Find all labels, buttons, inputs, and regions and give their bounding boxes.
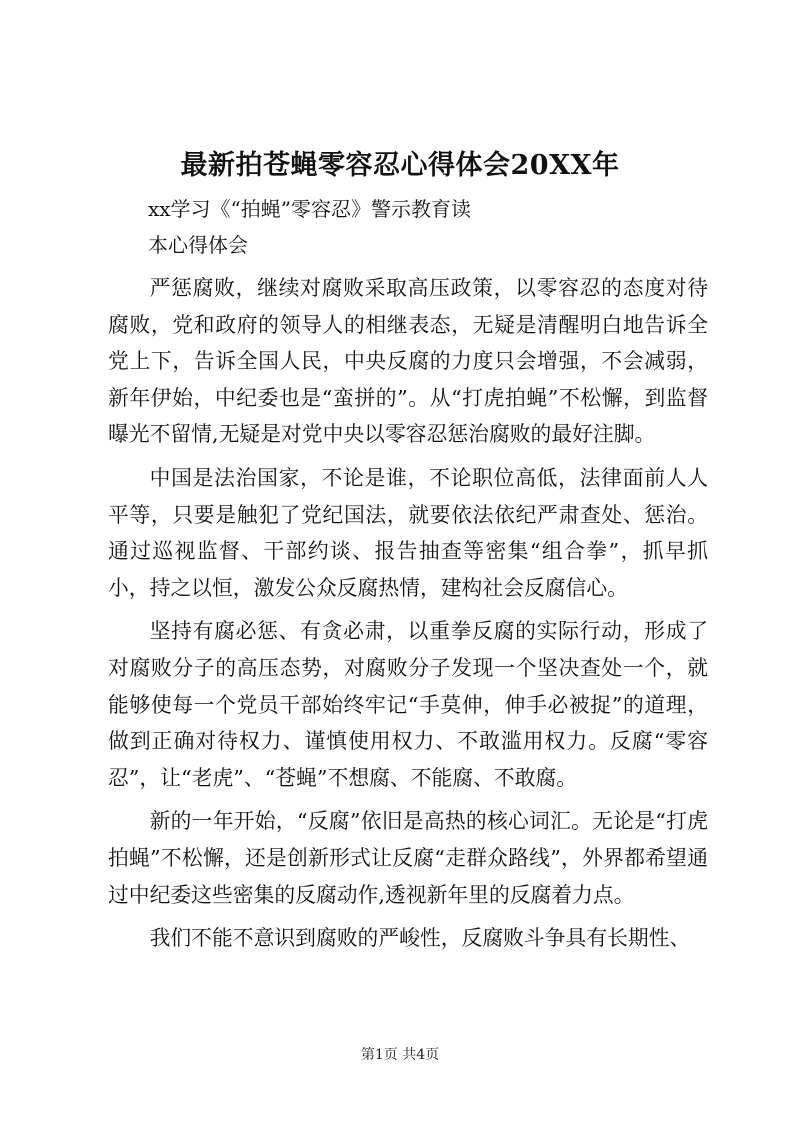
paragraph-3: 坚持有腐必惩、有贪必肃，以重拳反腐的实际行动，形成了对腐败分子的高压态势，对腐败分子发现一个坚决查处一个，就能够使每一个党员干部始终牢记“手莫伸，伸手必被捉”的道理，做到正确对待权力、谨慎使用权力、不敢滥用权力。反腐“零容忍”，让“老虎”、“苍蝇”不想腐、不能腐、不敢腐。: [108, 619, 708, 790]
paragraph-2: 中国是法治国家，不论是谁，不论职位高低，法律面前人人平等，只要是触犯了党纪国法，就要依法依纪严肃查处、惩治。通过巡视监督、干部约谈、报告抽查等密集“组合拳”，抓早抓小，持之以恒，激发公众反腐热情，建构社会反腐信心。: [108, 465, 708, 600]
page-footer: 第1页 共4页: [360, 1047, 440, 1063]
subtitle-line-1: xx学习《“拍蝇”零容忍》警示教育读: [148, 197, 472, 221]
document-title: 最新拍苍蝇零容忍心得体会20XX年: [180, 150, 620, 181]
paragraph-5: 我们不能不意识到腐败的严峻性，反腐败斗争具有长期性、: [149, 926, 691, 951]
subtitle-line-2: 本心得体会: [148, 233, 248, 257]
paragraph-1: 严惩腐败，继续对腐败采取高压政策，以零容忍的态度对待腐败，党和政府的领导人的相继表态，无疑是清醒明白地告诉全党上下，告诉全国人民，中央反腐的力度只会增强，不会减弱，新年伊始，中纪委也是“蛮拼的”。从“打虎拍蝇”不松懈，到监督曝光不留情,无疑是对党中央以零容忍惩治腐败的最好注脚。: [108, 276, 708, 447]
paragraph-4: 新的一年开始，“反腐”依旧是高热的核心词汇。无论是“打虎拍蝇”不松懈，还是创新形式让反腐“走群众路线”，外界都希望通过中纪委这些密集的反腐动作,透视新年里的反腐着力点。: [108, 809, 708, 907]
body-text: [108, 270, 708, 964]
